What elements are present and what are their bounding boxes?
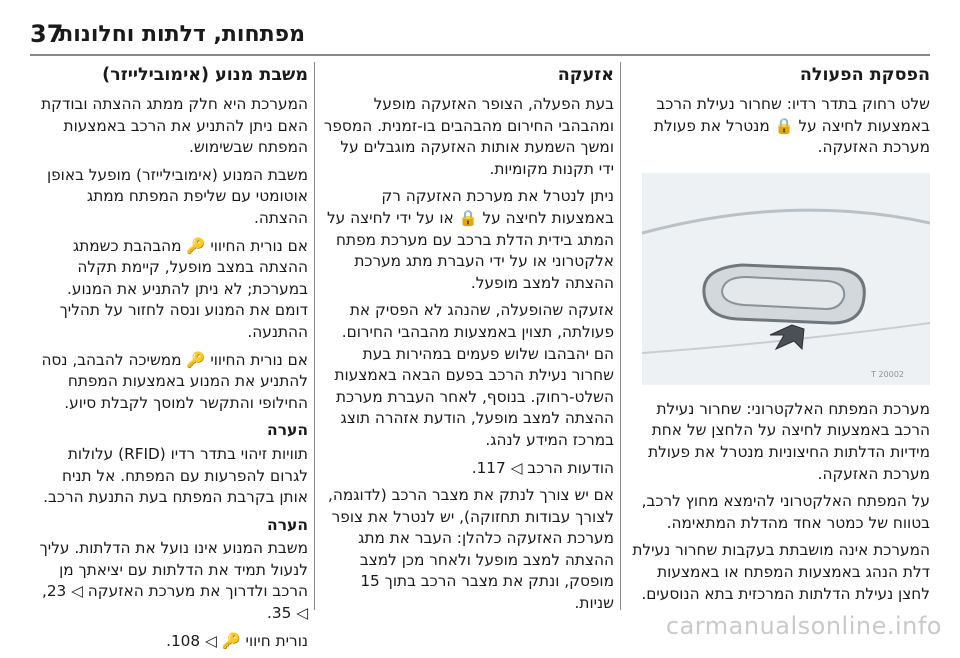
column-divider-left: [314, 62, 315, 610]
paragraph: בעת הפעלה, הצופר האזעקה מופעל ומהבהבי החירום מהבהבים בו-זמנית. המספר ומשך השמעת אותות האזעקה מוגבלים על ידי תקנות מקומיות.: [323, 95, 614, 178]
column-divider-right: [620, 62, 621, 610]
paragraph: אם נורית החיווי 🔑 ממשיכה להבהב, נסה להתניע את המנוע באמצעות המפתח החילופי והתקשר למוסך לקבלת סיוע.: [41, 350, 308, 412]
paragraph: המערכת היא חלק ממתג ההצתה ובודקת האם ניתן להתניע את הרכב באמצעות המפתח שבשימוש.: [41, 95, 308, 157]
watermark: carmanualsonline.info: [665, 612, 942, 640]
header-rule: [30, 54, 930, 56]
column-right: [628, 64, 930, 611]
section-heading-alarm: אזעקה: [557, 65, 614, 85]
paragraph: משבת המנוע (אימובילייזר) מופעל באופן אוטומטי עם שליפת המפתח ממתג ההצתה.: [46, 165, 308, 227]
cross-reference[interactable]: הודעות הרכב ◁ 117.: [471, 458, 614, 477]
door-handle-drawing: [642, 173, 930, 385]
cross-reference[interactable]: נורית חיווי 🔑 ◁ 108.: [166, 631, 308, 650]
paragraph: אזעקה שהופעלה, שהנהג לא הפסיק את פעולתה, תצוין באמצעות מהבהבי החירום. הם יהבהבו שלוש פעמים במהירות בעת שחרור נעילת הרכב בפעם הבאה באמצעות השלט-רחוק. בנוסף, לאחר העברת מערכת ההצתה למצב מופעל, הודעת אזהרה תוצג במרכז המידע לנהג.: [334, 301, 614, 449]
paragraph: אם נורית החיווי 🔑 מהבהבת כשמתג ההצתה במצב מופעל, קיימת תקלה במערכת; לא ניתן להתניע את המנוע. דומם את המנוע ונסה לחזור על תהליך ההתנעה.: [59, 236, 308, 341]
paragraph: על המפתח האלקטרוני להימצא מחוץ לרכב, בטווח של כמטר אחד מהדלת המתאימה.: [641, 492, 930, 532]
note-heading: הערה: [267, 515, 308, 534]
paragraph: שלט רחוק בתדר רדיו: שחרור נעילת הרכב באמצעות לחיצה על 🔒 מנטרל את פעולת מערכת האזעקה.: [653, 95, 930, 157]
page-title: מפתחות, דלתות וחלונות: [58, 22, 305, 47]
section-heading-deactivation: הפסקת הפעולה: [799, 65, 930, 85]
door-handle-illustration: [642, 173, 930, 385]
figure-code: 20002 T: [871, 369, 904, 379]
paragraph: אם יש צורך לנתק את מצבר הרכב (לדוגמה, לצורך עבודות תחזוקה), יש לנטרל את צופר מערכת האזעקה כלהלן: העבר את מתג ההצתה למצב מופעל ולאחר מכן למצב מופסק, ונתק את מצבר הרכב בתוך 15 שניות.: [327, 486, 614, 613]
note-heading: הערה: [267, 421, 308, 440]
note-text: משבת המנוע אינו נועל את הדלתות. עליך לנעול תמיד את הדלתות עם יציאתך מן הרכב ולדרוך את מערכת האזעקה ◁ 23, ◁ 35.: [39, 539, 308, 623]
paragraph: ניתן לנטרל את מערכת האזעקה רק באמצעות לחיצה על 🔒 או על ידי לחיצה על המתג בידית הדלת ברכב עם מערכת מפתח אלקטרוני או על ידי העברת מתג מערכת ההצתה למצב מופעל.: [326, 187, 614, 292]
column-left: [30, 64, 308, 658]
page-header: [0, 0, 960, 54]
note-text: תוויות זיהוי בתדר רדיו (RFID) עלולות לגרום להפרעות עם המפתח. אל תניח אותן בקרבת המפתח בעת התנעת הרכב.: [43, 444, 308, 507]
section-heading-immobiliser: משבת מנוע (אימובילייזר): [102, 65, 308, 85]
paragraph: המערכת אינה מושבתת בעקבות שחרור נעילת דלת הנהג באמצעות המפתח או באמצעות לחצן נעילת הדלתות המרכזית בתא הנוסעים.: [632, 541, 930, 603]
page-number: 37: [30, 20, 64, 48]
paragraph: מערכת המפתח האלקטרוני: שחרור נעילת הרכב באמצעות לחיצה על הלחצן של אחת מידיות הדלתות החיצוניות מנטרל את פעולת מערכת האזעקה.: [648, 399, 930, 483]
column-middle: [322, 64, 614, 621]
